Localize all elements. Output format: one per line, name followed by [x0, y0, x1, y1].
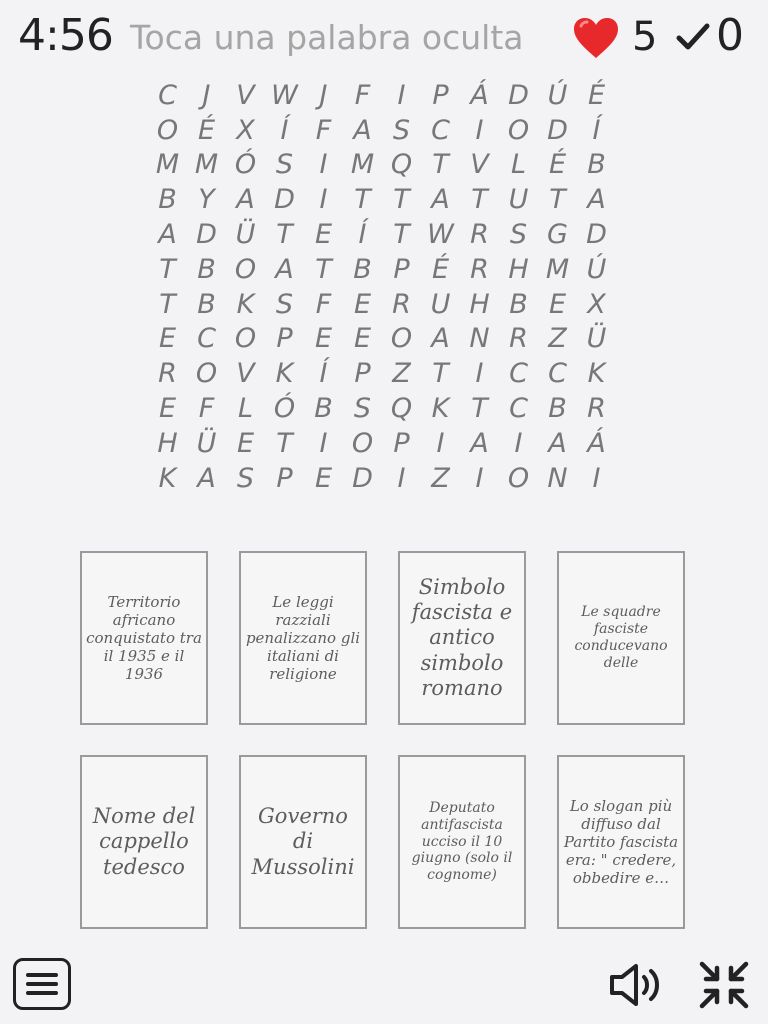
clue-text: Territorio africano conquistato tra il 1935 e il 1936 — [86, 593, 202, 683]
grid-letter[interactable]: W — [427, 219, 454, 251]
score-count: 0 — [716, 10, 744, 61]
lives-count: 5 — [632, 14, 658, 60]
grid-letter[interactable]: B — [158, 184, 177, 216]
game-header — [0, 0, 768, 76]
grid-letter[interactable]: Í — [319, 358, 328, 390]
grid-letter[interactable]: P — [276, 323, 293, 355]
grid-letter[interactable]: S — [236, 462, 255, 494]
grid-letter[interactable]: O — [507, 114, 530, 146]
grid-letter[interactable]: R — [158, 358, 177, 390]
grid-letter[interactable]: M — [194, 149, 219, 181]
grid-letter[interactable]: H — [157, 427, 178, 459]
grid-letter[interactable]: V — [236, 358, 255, 390]
grid-letter[interactable]: Ú — [586, 253, 607, 285]
grid-letter[interactable]: S — [275, 288, 294, 320]
grid-letter[interactable]: N — [547, 462, 568, 494]
grid-letter[interactable]: É — [548, 149, 567, 181]
grid-letter[interactable]: O — [390, 323, 413, 355]
grid-letter[interactable]: H — [508, 253, 529, 285]
grid-letter[interactable]: Í — [358, 219, 367, 251]
grid-letter[interactable]: C — [509, 393, 528, 425]
grid-letter[interactable]: D — [508, 79, 529, 111]
grid-letter[interactable]: T — [276, 427, 293, 459]
clue-text: Deputato antifascista ucciso il 10 giugno (solo il cognome) — [411, 800, 513, 884]
clue-card[interactable] — [80, 551, 208, 725]
grid-letter[interactable]: T — [315, 253, 332, 285]
grid-letter[interactable]: I — [475, 114, 484, 146]
grid-letter[interactable]: E — [236, 427, 255, 459]
grid-letter[interactable]: Q — [390, 149, 413, 181]
grid-letter[interactable]: K — [431, 393, 450, 425]
grid-letter[interactable]: Ó — [234, 149, 257, 181]
grid-letter[interactable]: Í — [592, 114, 601, 146]
grid-letter[interactable]: I — [592, 462, 601, 494]
grid-letter[interactable]: S — [509, 219, 528, 251]
grid-letter[interactable]: Ü — [196, 427, 217, 459]
grid-letter[interactable]: B — [509, 288, 528, 320]
timer: 4:56 — [18, 10, 113, 61]
grid-letter[interactable]: I — [319, 184, 328, 216]
grid-letter[interactable]: É — [197, 114, 216, 146]
grid-letter[interactable]: Y — [198, 184, 215, 216]
grid-letter[interactable]: T — [432, 358, 449, 390]
grid-letter[interactable]: R — [509, 323, 528, 355]
grid-letter[interactable]: R — [587, 393, 606, 425]
clue-card[interactable] — [398, 551, 526, 725]
grid-letter[interactable]: Ü — [586, 323, 607, 355]
speaker-icon[interactable] — [608, 962, 666, 1008]
grid-letter[interactable]: Z — [392, 358, 411, 390]
grid-letter[interactable]: S — [275, 149, 294, 181]
grid-letter[interactable]: M — [545, 253, 570, 285]
grid-letter[interactable]: P — [354, 358, 371, 390]
clue-text: Lo slogan più diffuso dal Partito fascista era: " credere, obbedire e… — [563, 797, 679, 887]
clue-card[interactable] — [557, 755, 685, 929]
grid-letter[interactable]: A — [431, 184, 450, 216]
grid-letter[interactable]: A — [197, 462, 216, 494]
grid-letter[interactable]: H — [469, 288, 490, 320]
clue-text: Nome del cappello tedesco — [92, 804, 196, 879]
grid-letter[interactable]: K — [158, 462, 177, 494]
grid-letter[interactable]: J — [202, 79, 211, 111]
grid-letter[interactable]: E — [314, 219, 333, 251]
clue-text: Governo di Mussolini — [251, 804, 355, 879]
grid-letter[interactable]: T — [471, 184, 488, 216]
grid-letter[interactable]: E — [158, 323, 177, 355]
grid-letter[interactable]: M — [350, 149, 375, 181]
grid-letter[interactable]: Z — [431, 462, 450, 494]
grid-letter[interactable]: B — [353, 253, 372, 285]
grid-letter[interactable]: B — [587, 149, 606, 181]
grid-letter[interactable]: G — [547, 219, 568, 251]
grid-letter[interactable]: E — [353, 323, 372, 355]
grid-letter[interactable]: U — [508, 184, 529, 216]
grid-letter[interactable]: O — [351, 427, 374, 459]
grid-letter[interactable]: C — [431, 114, 450, 146]
grid-letter[interactable]: A — [158, 219, 177, 251]
grid-letter[interactable]: I — [397, 462, 406, 494]
check-icon — [676, 22, 710, 52]
grid-letter[interactable]: A — [275, 253, 294, 285]
grid-letter[interactable]: K — [587, 358, 606, 390]
grid-letter[interactable]: I — [397, 79, 406, 111]
grid-letter[interactable]: I — [475, 358, 484, 390]
grid-letter[interactable]: F — [315, 288, 332, 320]
grid-letter[interactable]: R — [392, 288, 411, 320]
grid-letter[interactable]: A — [431, 323, 450, 355]
grid-letter[interactable]: A — [470, 427, 489, 459]
grid-letter[interactable]: S — [353, 393, 372, 425]
instruction-text: Toca una palabra oculta — [130, 18, 524, 57]
grid-letter[interactable]: T — [354, 184, 371, 216]
menu-button[interactable] — [13, 958, 71, 1010]
grid-letter[interactable]: T — [393, 219, 410, 251]
clue-card[interactable] — [239, 755, 367, 929]
grid-letter[interactable]: I — [319, 149, 328, 181]
grid-letter[interactable]: A — [353, 114, 372, 146]
grid-letter[interactable]: P — [276, 462, 293, 494]
grid-letter[interactable]: D — [274, 184, 295, 216]
collapse-icon[interactable] — [698, 960, 750, 1010]
grid-letter[interactable]: E — [314, 462, 333, 494]
grid-letter[interactable]: R — [470, 219, 489, 251]
grid-letter[interactable]: Q — [390, 393, 413, 425]
grid-letter[interactable]: C — [158, 79, 177, 111]
grid-letter[interactable]: Á — [470, 79, 489, 111]
grid-letter[interactable]: L — [237, 393, 254, 425]
grid-letter[interactable]: O — [195, 358, 218, 390]
grid-letter[interactable]: É — [587, 79, 606, 111]
grid-letter[interactable]: V — [236, 79, 255, 111]
grid-letter[interactable]: T — [159, 288, 176, 320]
grid-letter[interactable]: X — [236, 114, 255, 146]
grid-letter[interactable]: E — [158, 393, 177, 425]
grid-letter[interactable]: B — [197, 288, 216, 320]
grid-letter[interactable]: I — [475, 462, 484, 494]
grid-letter[interactable]: D — [586, 219, 607, 251]
grid-letter[interactable]: F — [198, 393, 215, 425]
grid-letter[interactable]: T — [549, 184, 566, 216]
grid-letter[interactable]: M — [155, 149, 180, 181]
grid-letter[interactable]: Í — [280, 114, 289, 146]
grid-letter[interactable]: F — [315, 114, 332, 146]
grid-letter[interactable]: C — [197, 323, 216, 355]
grid-letter[interactable]: L — [510, 149, 527, 181]
grid-letter[interactable]: B — [197, 253, 216, 285]
grid-letter[interactable]: O — [156, 114, 179, 146]
grid-letter[interactable]: T — [159, 253, 176, 285]
grid-letter[interactable]: O — [234, 253, 257, 285]
heart-icon — [572, 16, 620, 60]
grid-letter[interactable]: S — [392, 114, 411, 146]
grid-letter[interactable]: D — [352, 462, 373, 494]
clue-card[interactable] — [80, 755, 208, 929]
grid-letter[interactable]: K — [236, 288, 255, 320]
grid-letter[interactable]: O — [507, 462, 530, 494]
grid-letter[interactable]: É — [431, 253, 450, 285]
grid-letter[interactable]: B — [548, 393, 567, 425]
grid-letter[interactable]: T — [471, 393, 488, 425]
grid-letter[interactable]: I — [514, 427, 523, 459]
grid-letter[interactable]: T — [432, 149, 449, 181]
grid-letter[interactable]: D — [196, 219, 217, 251]
clue-card[interactable] — [557, 551, 685, 725]
clue-card[interactable] — [398, 755, 526, 929]
grid-letter[interactable]: I — [436, 427, 445, 459]
clue-card[interactable] — [239, 551, 367, 725]
grid-letter[interactable]: U — [430, 288, 451, 320]
grid-letter[interactable]: P — [393, 253, 410, 285]
grid-letter[interactable]: C — [509, 358, 528, 390]
grid-letter[interactable]: I — [319, 427, 328, 459]
grid-letter[interactable]: E — [314, 323, 333, 355]
word-search-grid[interactable] — [148, 78, 616, 496]
grid-letter[interactable]: R — [470, 253, 489, 285]
grid-letter[interactable]: Ü — [235, 219, 256, 251]
grid-letter[interactable]: A — [587, 184, 606, 216]
grid-letter[interactable]: J — [319, 79, 328, 111]
grid-letter[interactable]: W — [271, 79, 298, 111]
clue-text: Simbolo fascista e antico simbolo romano — [411, 575, 513, 700]
grid-letter[interactable]: E — [353, 288, 372, 320]
grid-letter[interactable]: D — [547, 114, 568, 146]
grid-letter[interactable]: A — [548, 427, 567, 459]
grid-letter[interactable]: O — [234, 323, 257, 355]
clue-text: Le squadre fasciste conducevano delle — [574, 604, 668, 671]
grid-letter[interactable]: P — [432, 79, 449, 111]
grid-letter[interactable]: F — [354, 79, 371, 111]
grid-letter[interactable]: Ó — [273, 393, 296, 425]
grid-letter[interactable]: V — [470, 149, 489, 181]
grid-letter[interactable]: Z — [548, 323, 567, 355]
grid-letter[interactable]: P — [393, 427, 410, 459]
grid-letter[interactable]: K — [275, 358, 294, 390]
grid-letter[interactable]: N — [469, 323, 490, 355]
clue-text: Le leggi razziali penalizzano gli italiani di religione — [245, 593, 361, 683]
grid-letter[interactable]: X — [587, 288, 606, 320]
grid-letter[interactable]: Ú — [547, 79, 568, 111]
grid-letter[interactable]: A — [236, 184, 255, 216]
grid-letter[interactable]: T — [393, 184, 410, 216]
grid-letter[interactable]: B — [314, 393, 333, 425]
grid-letter[interactable]: Á — [587, 427, 606, 459]
grid-letter[interactable]: E — [548, 288, 567, 320]
grid-letter[interactable]: T — [276, 219, 293, 251]
grid-letter[interactable]: C — [548, 358, 567, 390]
